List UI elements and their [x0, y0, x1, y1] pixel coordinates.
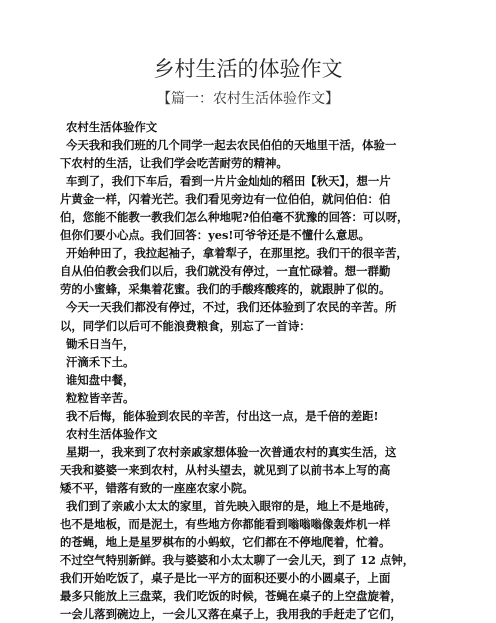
text-line: 天我和婆婆一来到农村，从村头望去，就见到了以前书本上写的高: [60, 462, 391, 477]
text-line: 汗滴禾下土。: [66, 354, 135, 369]
text-line: 锄禾日当午，: [66, 336, 135, 351]
text-line: 今天我和我们班的几个同学一起去农民伯伯的天地里干活，体验一: [66, 138, 397, 153]
text-line: 但你们要小心点。我们回答：yes!可爷爷还是不懂什么意思。: [60, 228, 371, 243]
document-title: 乡村生活的体验作文: [153, 57, 343, 81]
text-line: 粒粒皆辛苦。: [66, 390, 135, 405]
text-line: 劳的小蜜蜂，采集着花蜜。我们的手酸疼酸疼的，就跟肿了似的。: [60, 282, 391, 297]
text-line: 伯，您能不能教一教我们怎么种地呢?伯伯毫不犹豫的回答：可以呀，: [60, 210, 409, 225]
text-line: 谁知盘中餐，: [66, 372, 135, 387]
text-line: 车到了，我们下车后，看到一片片金灿灿的稻田【秋天】，想一片: [66, 174, 391, 189]
text-line: 今天一天我们都没有停过，不过，我们还体验到了农民的辛苦。所: [66, 300, 397, 315]
text-line: 星期一，我来到了农村亲戚家想体验一次普通农村的真实生活，这: [66, 444, 397, 459]
text-line: 开始种田了，我拉起袖子，拿着犁子，在那里挖。我们干的很辛苦，: [66, 246, 408, 261]
text-line: 下农村的生活，让我们学会吃苦耐劳的精神。: [60, 156, 288, 171]
text-line: 我们开始吃饭了，桌子是比一平方的面积还要小的小圆桌子，上面: [60, 571, 391, 586]
text-line: 片黄金一样，闪着光芒。我们看见旁边有一位伯伯，就问伯伯：伯: [60, 192, 391, 207]
text-line: 自从伯伯教会我们以后，我们就没有停过，一直忙碌着。想一群勤: [60, 264, 391, 279]
text-line: 农村生活体验作文: [66, 426, 158, 441]
text-line: 不过空气特别新鲜。我与婆婆和小太太聊了一会儿天，到了 12 点钟，: [60, 553, 415, 568]
text-line: 农村生活体验作文: [66, 120, 158, 134]
document-subtitle: 【篇一：农村生活体验作文】: [157, 91, 339, 107]
text-line: 最多只能放上三盘菜，我们吃饭的时候，苍蝇在桌子的上空盘旋着，: [60, 589, 402, 604]
text-line: 我不后悔，能体验到农民的辛苦，付出这一点，是千倍的差距!: [66, 408, 379, 423]
text-line: 的苍蝇，地上是星罗棋布的小蚂蚁，它们都在不停地爬着，忙着。: [60, 535, 391, 550]
text-line: 一会儿落到碗边上，一会儿又落在桌子上，我用我的手赶走了它们，: [60, 607, 402, 622]
document-body: [60, 118, 440, 623]
text-line: 矮不平，错落有致的一座座农家小院。: [60, 480, 254, 495]
text-line: 我们到了亲戚小太太的家里，首先映入眼帘的是，地上不是地砖，: [66, 498, 397, 513]
text-line: 以，同学们以后可不能浪费粮食，别忘了一首诗：: [60, 318, 311, 333]
text-line: 也不是地板，而是泥土，有些地方你都能看到嗡嗡嗡像轰炸机一样: [60, 517, 391, 532]
